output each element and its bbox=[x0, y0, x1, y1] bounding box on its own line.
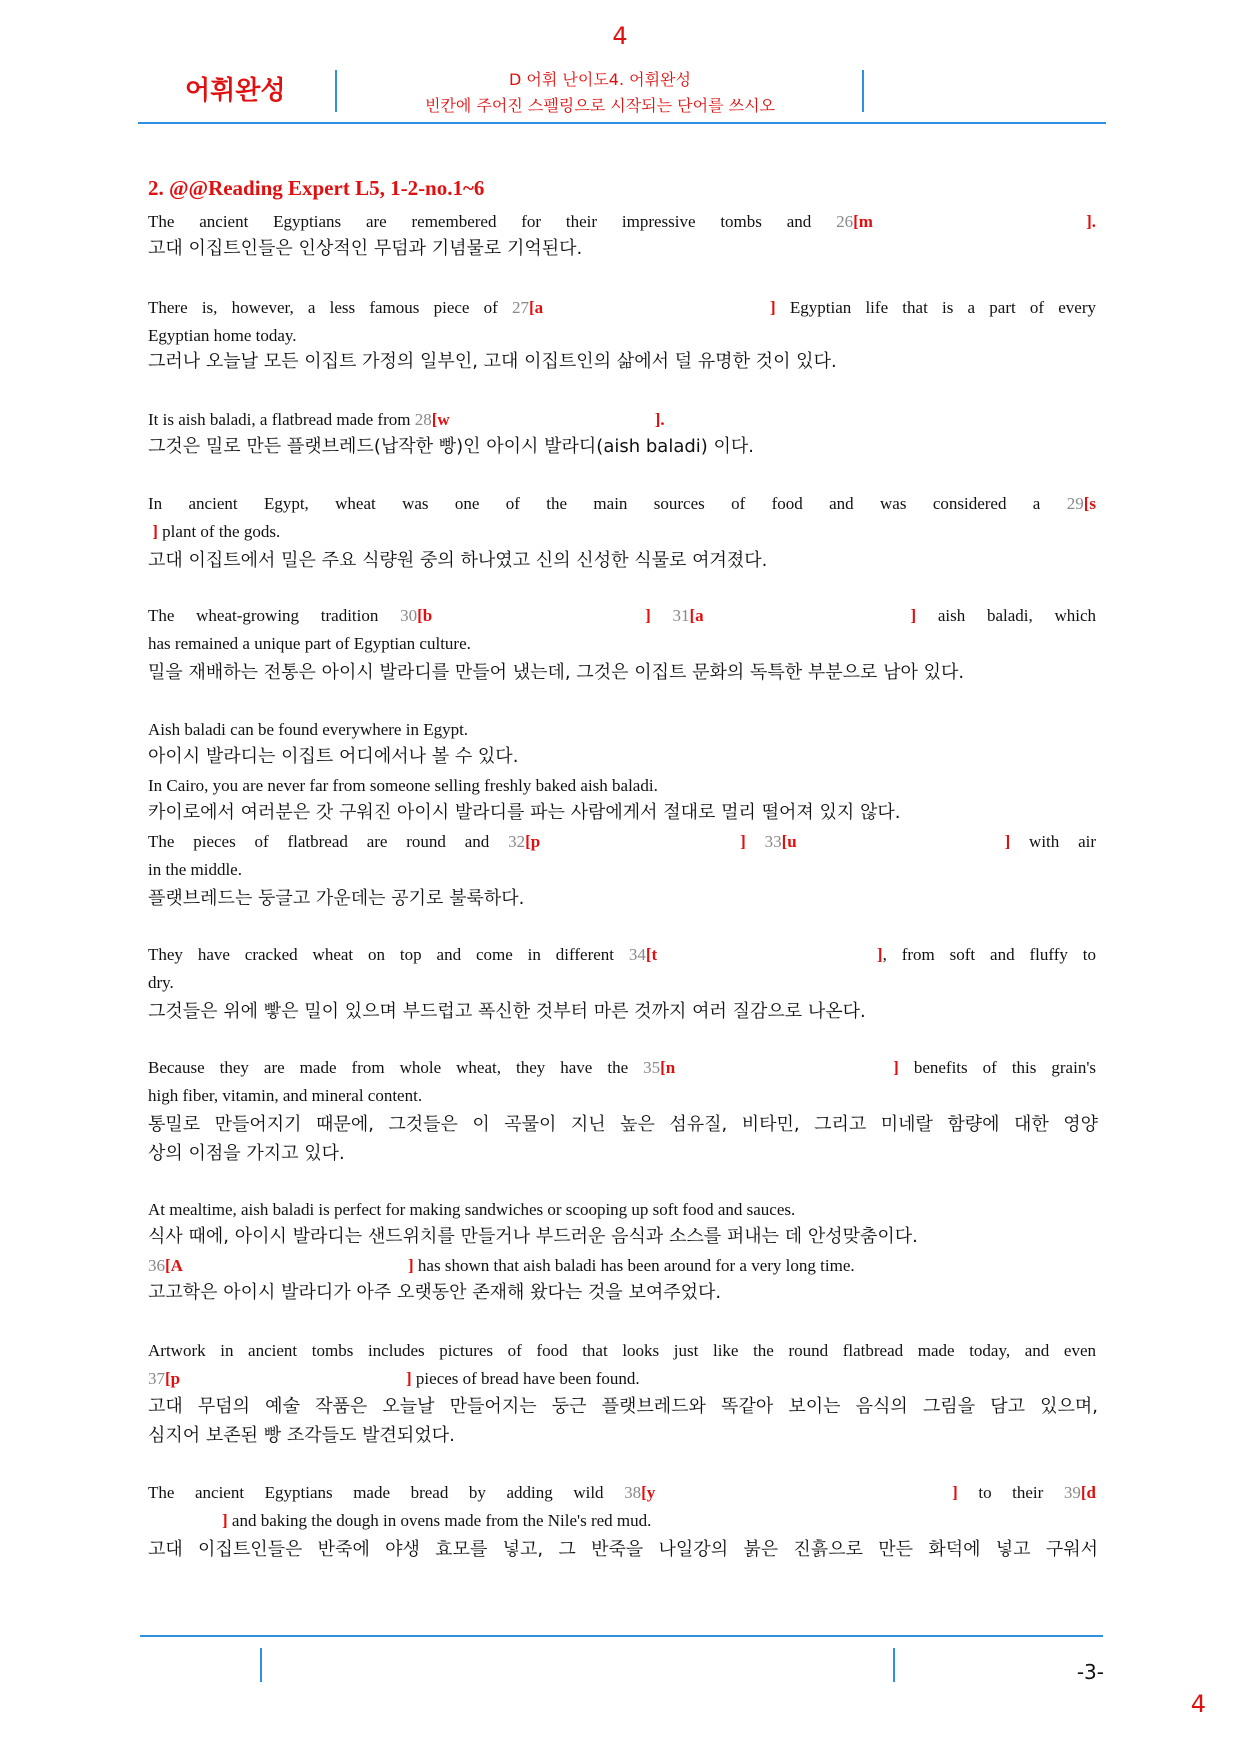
section-title: 2. @@Reading Expert L5, 1-2-no.1~6 bbox=[148, 176, 485, 200]
translation-37-line1: 고대 무덤의 예술 작품은 오늘날 만들어지는 둥근 플랫브레드와 똑같아 보이는 음식의 그림을 담고 있으며, bbox=[148, 1396, 1098, 1417]
sentence-s11: At mealtime, aish baladi is perfect for making sandwiches or scooping up soft food and sauces. bbox=[148, 1200, 796, 1219]
translation-35-line1: 통밀로 만들어지기 때문에, 그것들은 이 곡물이 지닌 높은 섬유질, 비타민, 그리고 미네랄 함량에 대한 영양 bbox=[148, 1114, 1098, 1135]
translation-30-31: 밀을 재배하는 전통은 아이시 발라디를 만들어 냈는데, 그것은 이집트 문화의 독특한 부분으로 남아 있다. bbox=[148, 662, 965, 683]
translation-35-line2: 상의 이점을 가지고 있다. bbox=[148, 1143, 345, 1164]
translation-36: 고고학은 아이시 발라디가 아주 오랫동안 존재해 왔다는 것을 보여주었다. bbox=[148, 1282, 722, 1303]
header-subtitle-2: 빈칸에 주어진 스펠링으로 시작되는 단어를 쓰시오 bbox=[424, 96, 775, 115]
translation-32-33: 플랫브레드는 둥글고 가운데는 공기로 불룩하다. bbox=[148, 888, 525, 909]
sentence-27: There is, however, a less famous piece of 27[a ] Egyptian life that is a part of every Egyptian home today. bbox=[148, 298, 1097, 345]
header-rule bbox=[138, 122, 1106, 124]
translation-27: 그러나 오늘날 모든 이집트 가정의 일부인, 고대 이집트인의 삶에서 덜 유명한 것이 있다. bbox=[148, 351, 837, 372]
sentence-34: They have cracked wheat on top and come in different 34[t ], from soft and fluffy to dry. bbox=[148, 945, 1096, 992]
sentence-35: Because they are made from whole wheat, they have the 35[n ] benefits of this grain's high fiber, vitamin, and mineral content. bbox=[148, 1058, 1096, 1105]
footer-divider-left bbox=[260, 1648, 262, 1682]
footer-rule bbox=[140, 1635, 1103, 1637]
sentence-32-33: The pieces of flatbread are round and 32[p ] 33[u ] with air in the middle. bbox=[148, 832, 1096, 879]
translation-37-line2: 심지어 보존된 빵 조각들도 발견되었다. bbox=[148, 1425, 455, 1446]
sentence-28: It is aish baladi, a flatbread made from 28[w ]. bbox=[148, 410, 665, 429]
footer-divider-right bbox=[893, 1648, 895, 1682]
translation-34: 그것들은 위에 빻은 밀이 있으며 부드럽고 폭신한 것부터 마른 것까지 여러 질감으로 나온다. bbox=[148, 1001, 866, 1022]
sentence-37: Artwork in ancient tombs includes pictures of food that looks just like the round flatbread made today, and even 37[p ] pieces of bread have been found. bbox=[148, 1341, 1096, 1388]
header-subtitle-1: D 어휘 난이도4. 어휘완성 bbox=[509, 70, 691, 89]
sentence-29: In ancient Egypt, wheat was one of the main sources of food and was considered a 29[s ] plant of the gods. bbox=[148, 494, 1096, 541]
translation-s6: 아이시 발라디는 이집트 어디에서나 볼 수 있다. bbox=[148, 746, 519, 767]
sentence-s6: Aish baladi can be found everywhere in Egypt. bbox=[148, 720, 469, 739]
translation-29: 고대 이집트에서 밀은 주요 식량원 중의 하나였고 신의 신성한 식물로 여겨졌다. bbox=[148, 550, 768, 571]
translation-26: 고대 이집트인들은 인상적인 무덤과 기념물로 기억된다. bbox=[148, 238, 583, 259]
translation-28: 그것은 밀로 만든 플랫브레드(납작한 빵)인 아이시 발라디(aish baladi) 이다. bbox=[148, 436, 755, 457]
translation-s7: 카이로에서 여러분은 갓 구워진 아이시 발라디를 파는 사람에게서 절대로 멀리 떨어져 있지 않다. bbox=[148, 802, 901, 823]
sentence-36: 36[A ] has shown that aish baladi has been around for a very long time. bbox=[148, 1256, 855, 1275]
translation-s11: 식사 때에, 아이시 발라디는 샌드위치를 만들거나 부드러운 음식과 소스를 퍼내는 데 안성맞춤이다. bbox=[148, 1226, 918, 1247]
header-divider-left bbox=[335, 70, 337, 112]
header-divider-right bbox=[862, 70, 864, 112]
top-page-number: 4 bbox=[612, 22, 628, 50]
sentence-38-39: The ancient Egyptians made bread by adding wild 38[y ] to their 39[d ] and baking the dough in ovens made from the Nile's red mud. bbox=[148, 1483, 1096, 1530]
translation-38-39: 고대 이집트인들은 반죽에 야생 효모를 넣고, 그 반죽을 나일강의 붉은 진흙으로 만든 화덕에 넣고 구워서 bbox=[148, 1539, 1098, 1560]
footer-page-label: -3- bbox=[1076, 1660, 1104, 1684]
sentence-26: The ancient Egyptians are remembered for their impressive tombs and 26[m ]. bbox=[148, 212, 1096, 231]
sentence-s7: In Cairo, you are never far from someone selling freshly baked aish baladi. bbox=[148, 776, 658, 795]
sentence-30-31: The wheat-growing tradition 30[b ] 31[a ] aish baladi, which has remained a unique part of Egyptian culture. bbox=[148, 606, 1096, 653]
header-title: 어휘완성 bbox=[185, 76, 286, 106]
corner-page-number: 4 bbox=[1190, 1690, 1206, 1718]
